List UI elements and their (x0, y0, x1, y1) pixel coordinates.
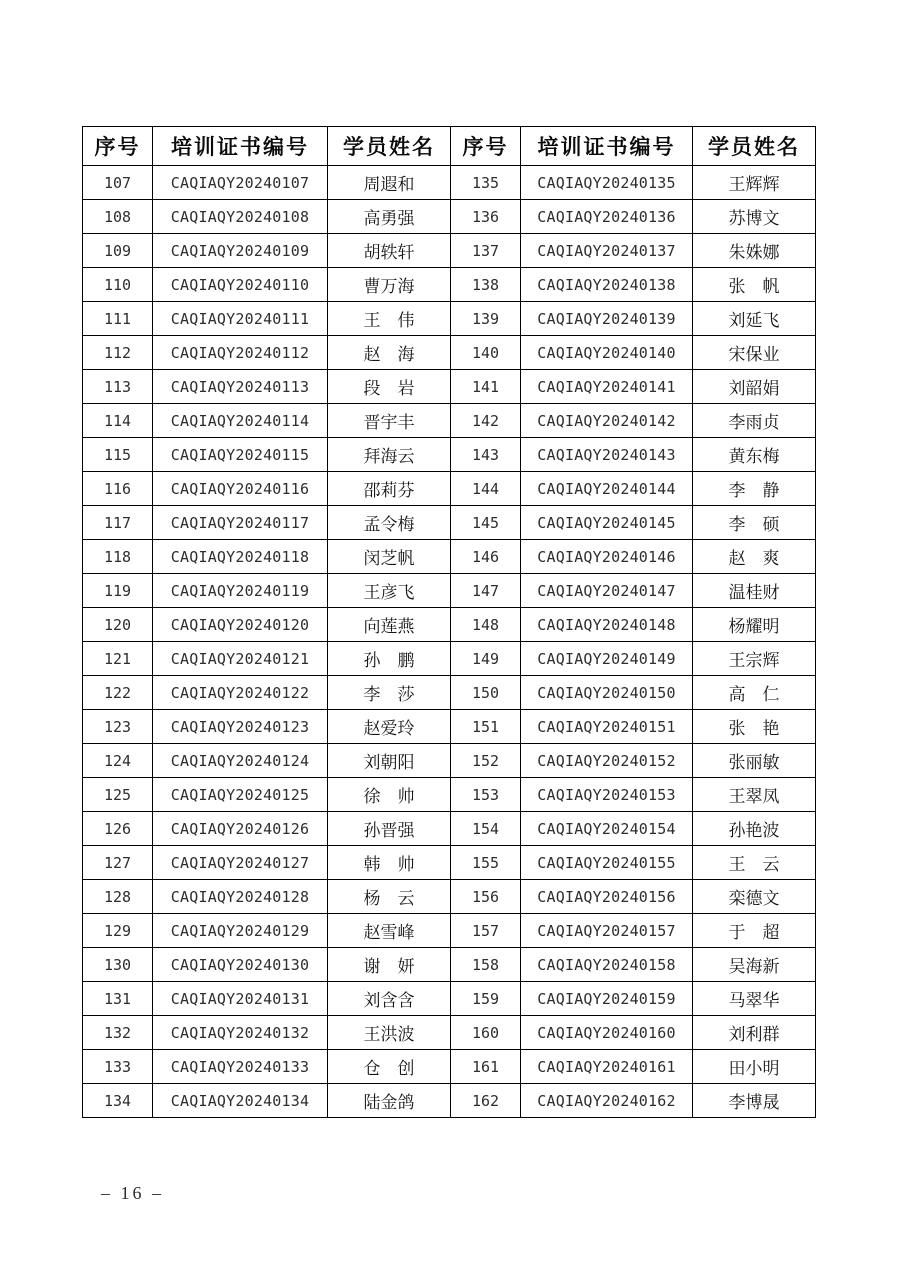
student-name-cell: 刘韶娟 (693, 370, 816, 404)
student-name-cell: 温桂财 (693, 574, 816, 608)
certificate-number-cell: CAQIAQY20240141 (521, 370, 693, 404)
serial-number-cell: 118 (83, 540, 153, 574)
certificate-header: 培训证书编号 (521, 127, 693, 166)
serial-number-cell: 135 (451, 166, 521, 200)
serial-number-cell: 149 (451, 642, 521, 676)
student-name-cell: 李博晟 (693, 1084, 816, 1118)
table-row (83, 1016, 816, 1050)
certificate-number-cell: CAQIAQY20240160 (521, 1016, 693, 1050)
name-header: 学员姓名 (693, 127, 816, 166)
student-name-cell: 王辉辉 (693, 166, 816, 200)
certificate-number-cell: CAQIAQY20240153 (521, 778, 693, 812)
serial-number-cell: 143 (451, 438, 521, 472)
student-name-cell: 李 硕 (693, 506, 816, 540)
certificate-number-cell: CAQIAQY20240112 (153, 336, 328, 370)
header-row (83, 127, 816, 166)
certificate-number-cell: CAQIAQY20240131 (153, 982, 328, 1016)
student-name-cell: 孙艳波 (693, 812, 816, 846)
certificate-number-cell: CAQIAQY20240120 (153, 608, 328, 642)
table-row (83, 710, 816, 744)
certificate-number-cell: CAQIAQY20240146 (521, 540, 693, 574)
table-row (83, 608, 816, 642)
certificate-number-cell: CAQIAQY20240115 (153, 438, 328, 472)
student-name-cell: 张丽敏 (693, 744, 816, 778)
certificate-number-cell: CAQIAQY20240109 (153, 234, 328, 268)
student-name-cell: 赵 海 (328, 336, 451, 370)
student-name-cell: 段 岩 (328, 370, 451, 404)
certificate-number-cell: CAQIAQY20240118 (153, 540, 328, 574)
certificate-number-cell: CAQIAQY20240159 (521, 982, 693, 1016)
serial-header: 序号 (83, 127, 153, 166)
student-name-cell: 赵 爽 (693, 540, 816, 574)
student-name-cell: 胡轶轩 (328, 234, 451, 268)
serial-number-cell: 159 (451, 982, 521, 1016)
serial-number-cell: 136 (451, 200, 521, 234)
certificate-number-cell: CAQIAQY20240162 (521, 1084, 693, 1118)
serial-number-cell: 129 (83, 914, 153, 948)
certificate-number-cell: CAQIAQY20240161 (521, 1050, 693, 1084)
table-row (83, 404, 816, 438)
student-name-cell: 杨耀明 (693, 608, 816, 642)
certificate-number-cell: CAQIAQY20240152 (521, 744, 693, 778)
certificate-number-cell: CAQIAQY20240132 (153, 1016, 328, 1050)
serial-number-cell: 108 (83, 200, 153, 234)
certificate-number-cell: CAQIAQY20240148 (521, 608, 693, 642)
certificate-number-cell: CAQIAQY20240139 (521, 302, 693, 336)
table-row (83, 982, 816, 1016)
certificate-number-cell: CAQIAQY20240138 (521, 268, 693, 302)
serial-number-cell: 113 (83, 370, 153, 404)
serial-number-cell: 150 (451, 676, 521, 710)
serial-number-cell: 157 (451, 914, 521, 948)
certificate-number-cell: CAQIAQY20240155 (521, 846, 693, 880)
student-name-cell: 孙 鹏 (328, 642, 451, 676)
student-name-cell: 邵莉芬 (328, 472, 451, 506)
student-name-cell: 刘延飞 (693, 302, 816, 336)
certificate-number-cell: CAQIAQY20240117 (153, 506, 328, 540)
serial-number-cell: 162 (451, 1084, 521, 1118)
certificate-number-cell: CAQIAQY20240157 (521, 914, 693, 948)
student-name-cell: 王彦飞 (328, 574, 451, 608)
serial-header: 序号 (451, 127, 521, 166)
roster-table (82, 126, 816, 1118)
student-name-cell: 朱姝娜 (693, 234, 816, 268)
serial-number-cell: 130 (83, 948, 153, 982)
certificate-number-cell: CAQIAQY20240133 (153, 1050, 328, 1084)
certificate-number-cell: CAQIAQY20240156 (521, 880, 693, 914)
certificate-header: 培训证书编号 (153, 127, 328, 166)
student-name-cell: 宋保业 (693, 336, 816, 370)
certificate-number-cell: CAQIAQY20240121 (153, 642, 328, 676)
student-name-cell: 高 仁 (693, 676, 816, 710)
serial-number-cell: 117 (83, 506, 153, 540)
serial-number-cell: 124 (83, 744, 153, 778)
table-row (83, 166, 816, 200)
student-name-cell: 田小明 (693, 1050, 816, 1084)
certificate-number-cell: CAQIAQY20240113 (153, 370, 328, 404)
table-row (83, 540, 816, 574)
student-name-cell: 吴海新 (693, 948, 816, 982)
serial-number-cell: 154 (451, 812, 521, 846)
serial-number-cell: 141 (451, 370, 521, 404)
table-row (83, 1084, 816, 1118)
certificate-number-cell: CAQIAQY20240158 (521, 948, 693, 982)
table-row (83, 778, 816, 812)
student-name-cell: 谢 妍 (328, 948, 451, 982)
certificate-number-cell: CAQIAQY20240140 (521, 336, 693, 370)
serial-number-cell: 109 (83, 234, 153, 268)
student-name-cell: 韩 帅 (328, 846, 451, 880)
student-name-cell: 周遐和 (328, 166, 451, 200)
table-row (83, 744, 816, 778)
serial-number-cell: 116 (83, 472, 153, 506)
serial-number-cell: 115 (83, 438, 153, 472)
certificate-number-cell: CAQIAQY20240126 (153, 812, 328, 846)
student-name-cell: 王 伟 (328, 302, 451, 336)
serial-number-cell: 158 (451, 948, 521, 982)
student-name-cell: 赵雪峰 (328, 914, 451, 948)
serial-number-cell: 112 (83, 336, 153, 370)
name-header: 学员姓名 (328, 127, 451, 166)
student-name-cell: 黄东梅 (693, 438, 816, 472)
table-row (83, 336, 816, 370)
certificate-number-cell: CAQIAQY20240135 (521, 166, 693, 200)
student-name-cell: 刘含含 (328, 982, 451, 1016)
certificate-number-cell: CAQIAQY20240108 (153, 200, 328, 234)
certificate-number-cell: CAQIAQY20240134 (153, 1084, 328, 1118)
roster-table-body (83, 166, 816, 1118)
student-name-cell: 苏博文 (693, 200, 816, 234)
student-name-cell: 王洪波 (328, 1016, 451, 1050)
serial-number-cell: 153 (451, 778, 521, 812)
certificate-number-cell: CAQIAQY20240107 (153, 166, 328, 200)
serial-number-cell: 111 (83, 302, 153, 336)
certificate-number-cell: CAQIAQY20240110 (153, 268, 328, 302)
serial-number-cell: 120 (83, 608, 153, 642)
serial-number-cell: 145 (451, 506, 521, 540)
certificate-number-cell: CAQIAQY20240142 (521, 404, 693, 438)
certificate-number-cell: CAQIAQY20240128 (153, 880, 328, 914)
page-number: – 16 – (101, 1183, 164, 1203)
student-name-cell: 孟令梅 (328, 506, 451, 540)
serial-number-cell: 138 (451, 268, 521, 302)
table-row (83, 438, 816, 472)
table-row (83, 268, 816, 302)
serial-number-cell: 144 (451, 472, 521, 506)
certificate-number-cell: CAQIAQY20240150 (521, 676, 693, 710)
table-row (83, 948, 816, 982)
serial-number-cell: 132 (83, 1016, 153, 1050)
student-name-cell: 于 超 (693, 914, 816, 948)
serial-number-cell: 160 (451, 1016, 521, 1050)
student-name-cell: 杨 云 (328, 880, 451, 914)
serial-number-cell: 148 (451, 608, 521, 642)
certificate-number-cell: CAQIAQY20240144 (521, 472, 693, 506)
table-row (83, 676, 816, 710)
table-row (83, 812, 816, 846)
certificate-number-cell: CAQIAQY20240145 (521, 506, 693, 540)
certificate-number-cell: CAQIAQY20240143 (521, 438, 693, 472)
table-row (83, 1050, 816, 1084)
certificate-number-cell: CAQIAQY20240149 (521, 642, 693, 676)
student-name-cell: 王翠凤 (693, 778, 816, 812)
table-row (83, 302, 816, 336)
certificate-number-cell: CAQIAQY20240116 (153, 472, 328, 506)
student-name-cell: 闵芝帆 (328, 540, 451, 574)
serial-number-cell: 140 (451, 336, 521, 370)
serial-number-cell: 146 (451, 540, 521, 574)
serial-number-cell: 126 (83, 812, 153, 846)
table-row (83, 914, 816, 948)
student-name-cell: 拜海云 (328, 438, 451, 472)
student-name-cell: 张 艳 (693, 710, 816, 744)
certificate-number-cell: CAQIAQY20240127 (153, 846, 328, 880)
student-name-cell: 李 静 (693, 472, 816, 506)
certificate-number-cell: CAQIAQY20240147 (521, 574, 693, 608)
certificate-number-cell: CAQIAQY20240122 (153, 676, 328, 710)
roster-table-head (83, 127, 816, 166)
certificate-number-cell: CAQIAQY20240114 (153, 404, 328, 438)
serial-number-cell: 133 (83, 1050, 153, 1084)
student-name-cell: 赵爱玲 (328, 710, 451, 744)
serial-number-cell: 137 (451, 234, 521, 268)
student-name-cell: 王 云 (693, 846, 816, 880)
student-name-cell: 王宗辉 (693, 642, 816, 676)
serial-number-cell: 110 (83, 268, 153, 302)
student-name-cell: 刘朝阳 (328, 744, 451, 778)
table-row (83, 472, 816, 506)
certificate-number-cell: CAQIAQY20240136 (521, 200, 693, 234)
student-name-cell: 李 莎 (328, 676, 451, 710)
serial-number-cell: 134 (83, 1084, 153, 1118)
serial-number-cell: 125 (83, 778, 153, 812)
certificate-number-cell: CAQIAQY20240111 (153, 302, 328, 336)
serial-number-cell: 161 (451, 1050, 521, 1084)
serial-number-cell: 155 (451, 846, 521, 880)
certificate-number-cell: CAQIAQY20240123 (153, 710, 328, 744)
certificate-number-cell: CAQIAQY20240125 (153, 778, 328, 812)
table-row (83, 200, 816, 234)
student-name-cell: 高勇强 (328, 200, 451, 234)
student-name-cell: 刘利群 (693, 1016, 816, 1050)
student-name-cell: 李雨贞 (693, 404, 816, 438)
student-name-cell: 栾德文 (693, 880, 816, 914)
student-name-cell: 曹万海 (328, 268, 451, 302)
table-row (83, 370, 816, 404)
serial-number-cell: 107 (83, 166, 153, 200)
certificate-number-cell: CAQIAQY20240151 (521, 710, 693, 744)
serial-number-cell: 156 (451, 880, 521, 914)
student-name-cell: 马翠华 (693, 982, 816, 1016)
table-row (83, 574, 816, 608)
serial-number-cell: 152 (451, 744, 521, 778)
serial-number-cell: 151 (451, 710, 521, 744)
student-name-cell: 向莲燕 (328, 608, 451, 642)
student-name-cell: 张 帆 (693, 268, 816, 302)
serial-number-cell: 119 (83, 574, 153, 608)
student-name-cell: 晋宇丰 (328, 404, 451, 438)
certificate-number-cell: CAQIAQY20240154 (521, 812, 693, 846)
serial-number-cell: 142 (451, 404, 521, 438)
serial-number-cell: 122 (83, 676, 153, 710)
table-row (83, 880, 816, 914)
serial-number-cell: 127 (83, 846, 153, 880)
student-name-cell: 徐 帅 (328, 778, 451, 812)
certificate-number-cell: CAQIAQY20240124 (153, 744, 328, 778)
certificate-number-cell: CAQIAQY20240130 (153, 948, 328, 982)
serial-number-cell: 131 (83, 982, 153, 1016)
table-row (83, 506, 816, 540)
serial-number-cell: 139 (451, 302, 521, 336)
certificate-number-cell: CAQIAQY20240129 (153, 914, 328, 948)
serial-number-cell: 121 (83, 642, 153, 676)
student-name-cell: 陆金鸽 (328, 1084, 451, 1118)
certificate-number-cell: CAQIAQY20240119 (153, 574, 328, 608)
serial-number-cell: 123 (83, 710, 153, 744)
serial-number-cell: 147 (451, 574, 521, 608)
student-name-cell: 孙晋强 (328, 812, 451, 846)
certificate-number-cell: CAQIAQY20240137 (521, 234, 693, 268)
table-row (83, 642, 816, 676)
serial-number-cell: 128 (83, 880, 153, 914)
table-row (83, 846, 816, 880)
table-row (83, 234, 816, 268)
serial-number-cell: 114 (83, 404, 153, 438)
student-name-cell: 仓 创 (328, 1050, 451, 1084)
